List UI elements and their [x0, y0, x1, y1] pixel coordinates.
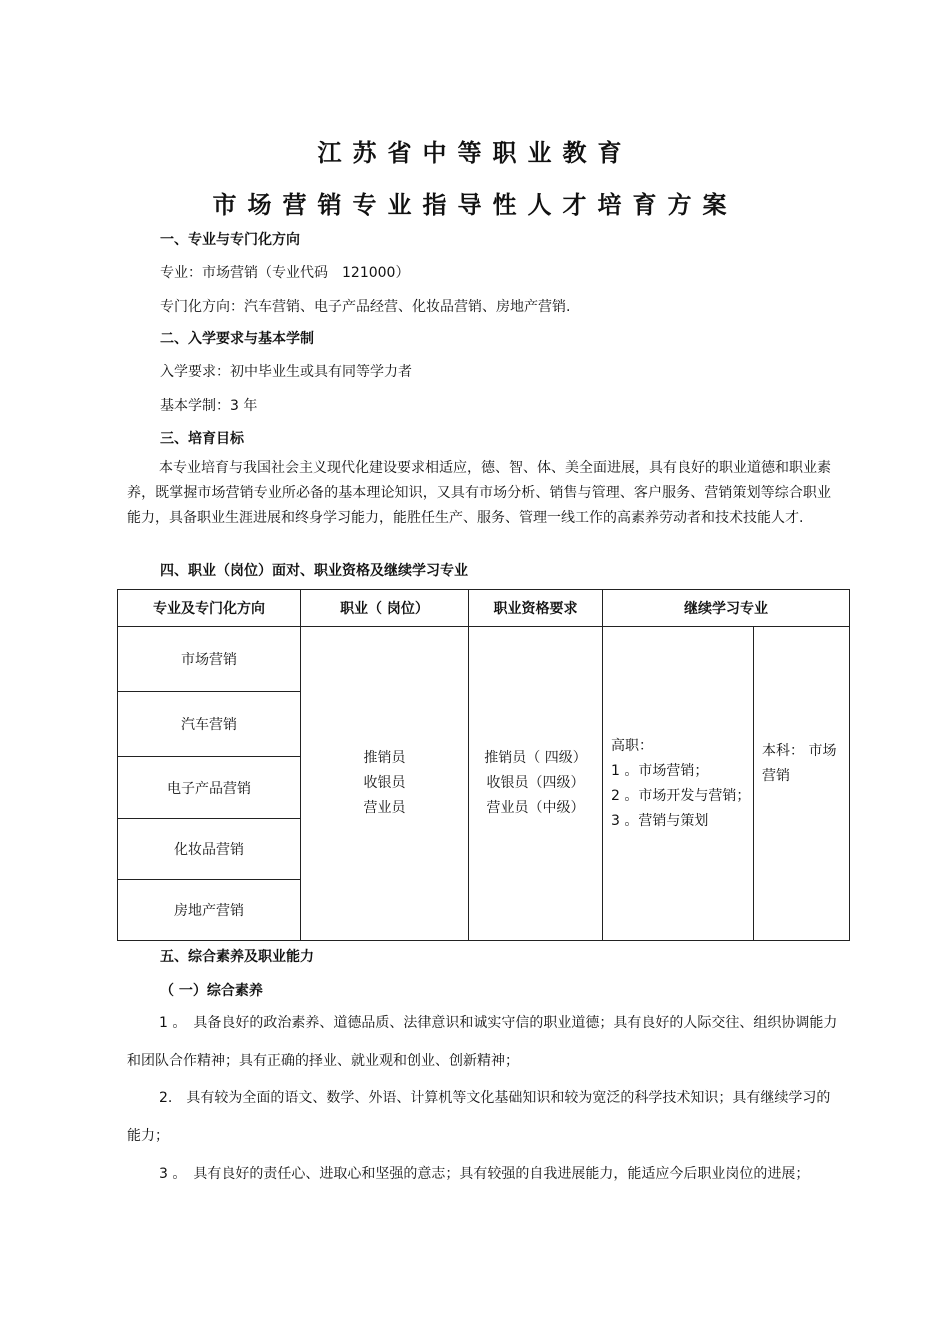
quality-item-1: 1 。 具备良好的政治素养、道德品质、法律意识和诚实守信的职业道德；具有良好的人际交往、组织协调能力和团队合作精神；具有正确的择业、就业观和创业、创新精神；: [127, 1015, 838, 1069]
requirement-line: 入学要求：初中毕业生或具有同等学力者: [160, 364, 412, 380]
undergrad-cell: 本科： 市场营销: [754, 627, 850, 941]
direction-cell: 化妆品营销: [118, 819, 301, 880]
job-item: 营业员: [363, 800, 406, 816]
qualification-item: 营业员（中级）: [486, 800, 585, 816]
quality-item-2: 2. 具有较为全面的语文、数学、外语、计算机等文化基础知识和较为宽泛的科学技术知识；具有继续学习的能力；: [127, 1090, 831, 1144]
qualification-item: 推销员（ 四级）: [484, 750, 587, 766]
qualification-item: 收银员（四级）: [486, 775, 585, 791]
doc-title-line1: 江苏省中等职业教育: [317, 139, 633, 167]
table-header: 专业及专门化方向: [118, 590, 301, 627]
table-header: 职业（ 岗位）: [301, 590, 469, 627]
higher-voc-item: 高职：: [611, 737, 653, 754]
direction-cell: 房地产营销: [118, 880, 301, 941]
section3-heading: 三、培育目标: [160, 431, 244, 447]
direction-cell: 汽车营销: [118, 692, 301, 757]
directions-line: 专门化方向：汽车营销、电子产品经营、化妆品营销、房地产营销.: [160, 299, 571, 315]
higher-voc-item: 3 。营销与策划: [611, 812, 709, 829]
doc-title-line2: 市场营销专业指导性人才培育方案: [212, 191, 738, 219]
higher-voc-item: 1 。市场营销；: [611, 762, 709, 779]
section5-heading: 五、综合素养及职业能力: [160, 949, 314, 965]
higher-voc-cell: [603, 627, 754, 941]
major-line: 专业：市场营销（专业代码 121000）: [160, 265, 410, 281]
table-header: 职业资格要求: [469, 590, 603, 627]
direction-cell: 电子产品营销: [118, 757, 301, 819]
table-header: 继续学习专业: [603, 590, 850, 627]
direction-cell: 市场营销: [118, 627, 301, 692]
section1-heading: 一、专业与专门化方向: [160, 232, 300, 248]
section2-heading: 二、入学要求与基本学制: [160, 331, 314, 347]
qualification-cell: [469, 627, 603, 941]
job-item: 收银员: [363, 775, 406, 791]
subsection-heading: （ 一）综合素养: [160, 983, 263, 999]
duration-line: 基本学制：3 年: [160, 398, 258, 414]
quality-item-3: 3 。 具有良好的责任心、进取心和坚强的意志；具有较强的自我进展能力，能适应今后职业岗位的进展；: [159, 1166, 810, 1182]
career-table: [117, 589, 850, 941]
job-item: 推销员: [363, 750, 406, 766]
objective-paragraph: 本专业培育与我国社会主义现代化建设要求相适应，德、智、体、美全面进展，具有良好的职业道德和职业素养，既掌握市场营销专业所必备的基本理论知识，又具有市场分析、销售与管理、客户服务、营销策划等综合职业能力，具备职业生涯进展和终身学习能力，能胜任生产、服务、管理一线工作的高素养劳动者和技术技能人才.: [127, 460, 831, 526]
section4-heading: 四、职业（岗位）面对、职业资格及继续学习专业: [160, 563, 468, 579]
jobs-cell: [301, 627, 469, 941]
higher-voc-item: 2 。市场开发与营销；: [611, 787, 751, 804]
